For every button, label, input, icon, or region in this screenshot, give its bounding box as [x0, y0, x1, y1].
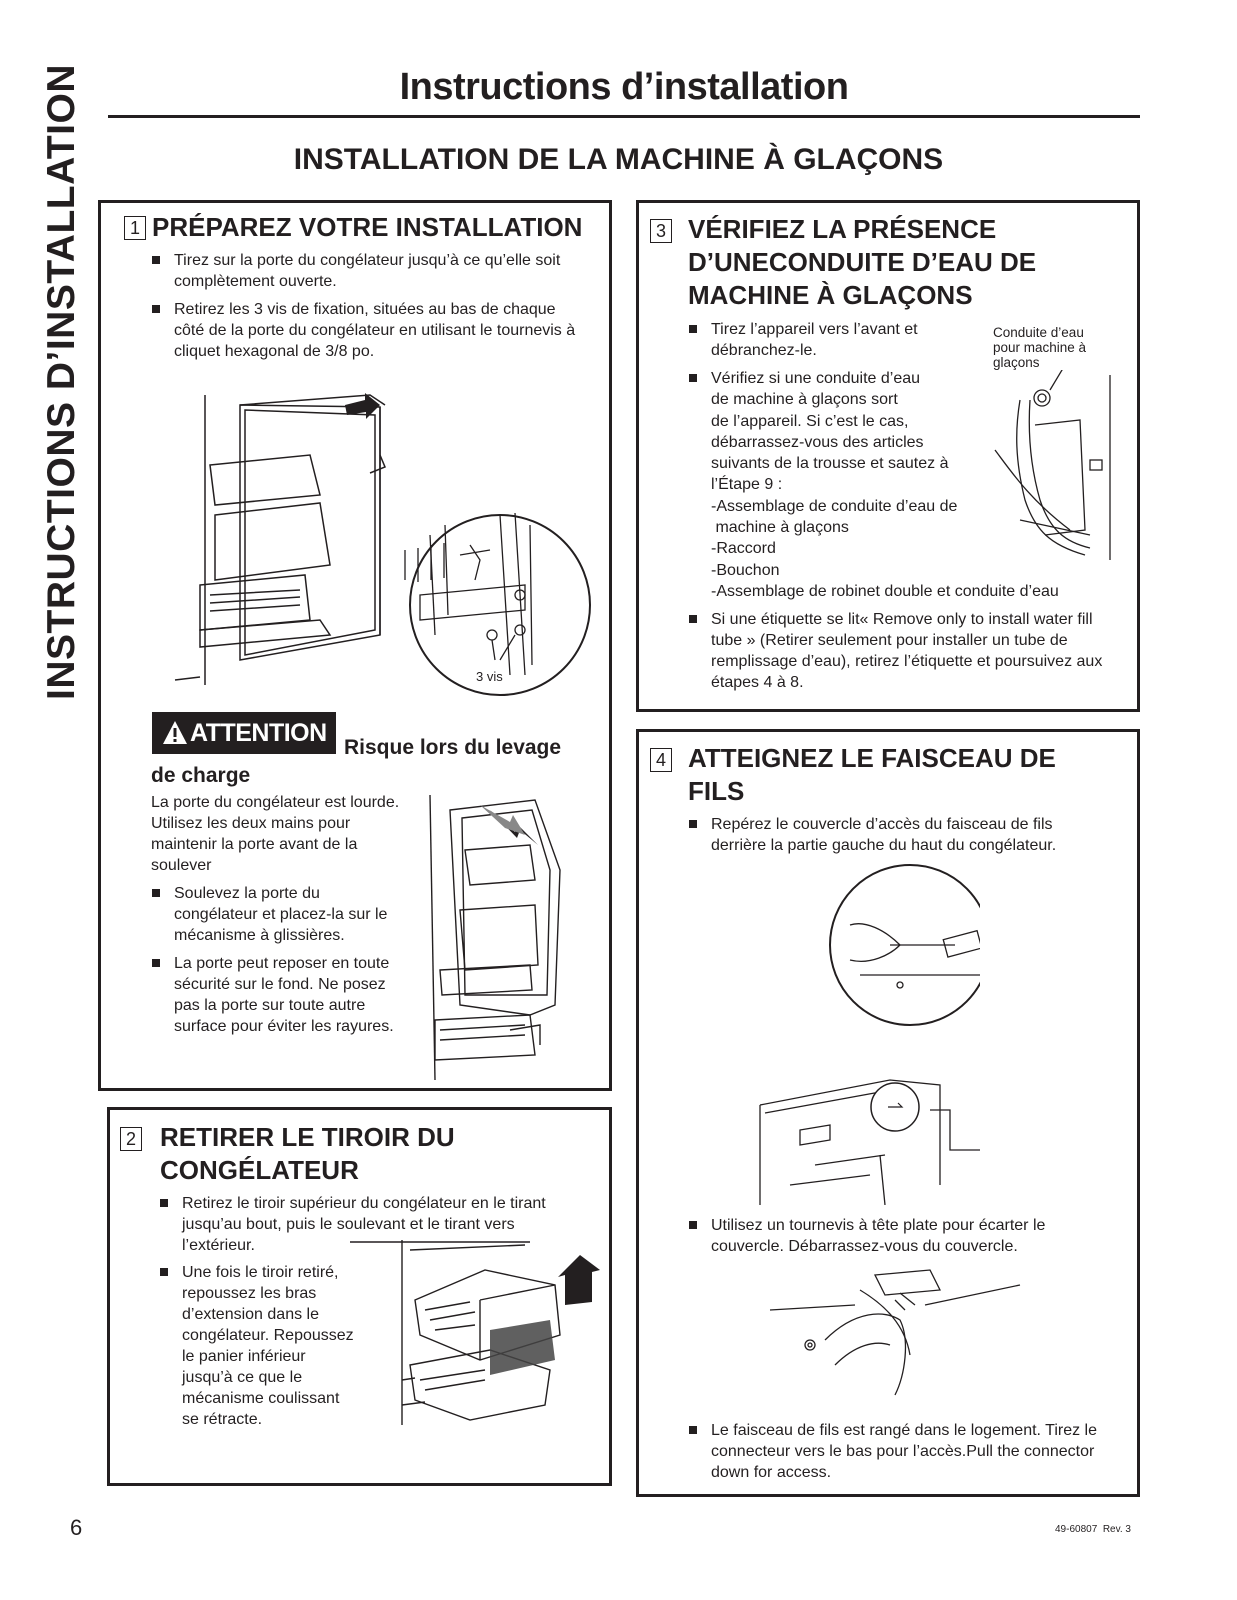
list-line: l’Étape 9 :: [711, 476, 783, 494]
step4-title: [688, 742, 1128, 808]
list-item: La porte peut reposer en toute sécurité sur le fond. Ne posez pas la porte sur toute autre surface pour éviter les rayures.: [150, 953, 405, 1037]
step2-title: [160, 1121, 600, 1187]
list-line: machine à glaçons: [711, 519, 849, 537]
list-item: Tirez l’appareil vers l’avant et débranchez-le.: [687, 319, 957, 361]
step3-title-line3: MACHINE À GLAÇONS: [688, 280, 973, 310]
water-line-illustration: [990, 370, 1130, 570]
step1-title-text: PRÉPAREZ VOTRE INSTALLATION: [152, 212, 583, 242]
list-line: de l’appareil. Si c’est le cas,: [711, 412, 909, 430]
step2-number: 2: [120, 1127, 142, 1151]
step3-bullet1: [687, 319, 957, 368]
list-line: de machine à glaçons sort: [711, 391, 898, 409]
header-rule: [108, 115, 1140, 118]
step3-title-line2: D’UNECONDUITE D’EAU DE: [688, 247, 1037, 277]
step1-title: [124, 211, 604, 244]
step1-door-illustration: [170, 385, 600, 700]
list-item: Le faisceau de fils est rangé dans le logement. Tirez le connecteur vers le bas pour l’accès.Pull the connector down for access.: [687, 1420, 1107, 1483]
step1-figure-label: 3 vis: [476, 669, 503, 684]
list-item: Soulevez la porte du congélateur et placez-la sur le mécanisme à glissières.: [150, 883, 405, 946]
list-line: -Assemblage de conduite d’eau de: [711, 497, 958, 515]
attention-title-line1: Risque lors du levage: [344, 736, 562, 759]
cover-removal-illustration: [765, 1265, 1025, 1415]
step4-bullet3: [687, 1420, 1107, 1490]
step4-bullet2: [687, 1215, 1107, 1264]
step2-title-line1: RETIRER LE TIROIR DU: [160, 1122, 455, 1152]
step3-bullet3: [687, 609, 1117, 700]
attention-bullets: [150, 883, 405, 1044]
page-number: 6: [70, 1515, 83, 1540]
list-line: débarrassez-vous des articles: [711, 433, 924, 451]
step4-title-line1: ATTEIGNEZ LE FAISCEAU DE: [688, 743, 1056, 773]
step3-number: 3: [650, 219, 672, 243]
step4-number: 4: [650, 748, 672, 772]
doc-number: 49-60807 Rev. 3: [1055, 1524, 1131, 1535]
list-line: -Assemblage de robinet double et conduite d’eau: [711, 582, 1059, 600]
list-item: Si une étiquette se lit« Remove only to install water fill tube » (Retirer seulement pour installer un tube de remplissage d’eau), retirez l’étiquette et poursuivez aux étapes 4 à 8.: [687, 609, 1117, 693]
attention-title-line2: de charge: [151, 764, 251, 787]
warning-icon: [162, 720, 188, 746]
section-title: INSTALLATION DE LA MACHINE À GLAÇONS: [293, 143, 944, 176]
side-title: INSTRUCTIONS D’INSTALLATION: [40, 63, 83, 700]
list-item: Repérez le couvercle d’accès du faisceau de fils derrière la partie gauche du haut du congélateur.: [687, 814, 1107, 856]
list-item: Une fois le tiroir retiré, repoussez les bras d’extension dans le congélateur. Repoussez le panier inférieur jusqu’à ce que le mécanisme coulissant se rétracte.: [158, 1262, 358, 1430]
attention-text: La porte du congélateur est lourde. Utilisez les deux mains pour maintenir la porte avant de la soulever: [151, 794, 400, 874]
list-item: Utilisez un tournevis à tête plate pour écarter le couvercle. Débarrassez-vous du couvercle.: [687, 1215, 1107, 1257]
attention-label: ATTENTION: [190, 719, 327, 747]
list-line: suivants de la trousse et sautez à: [711, 455, 949, 473]
step3-figure-label: Conduite d’eau pour machine à glaçons: [993, 325, 1087, 370]
step4-title-line2: FILS: [688, 776, 745, 806]
drawer-illustration: [340, 1230, 605, 1430]
list-line: -Raccord: [711, 540, 776, 558]
list-line: -Bouchon: [711, 561, 780, 579]
step2-bullets-2: [158, 1262, 358, 1437]
page-title: Instructions d’installation: [399, 66, 849, 108]
attention-badge: [152, 712, 336, 754]
step1-number: 1: [124, 216, 146, 240]
step1-bullets: [150, 250, 585, 369]
step3-title: [688, 213, 1128, 312]
step2-title-line2: CONGÉLATEUR: [160, 1155, 359, 1185]
step3-title-line1: VÉRIFIEZ LA PRÉSENCE: [688, 214, 997, 244]
lift-door-illustration: [420, 790, 595, 1085]
list-item: Retirez les 3 vis de fixation, situées au bas de chaque côté de la porte du congélateur en utilisant le tournevis à cliquet hexagonal de 3/8 po.: [150, 299, 585, 362]
list-item: Retirez le tiroir supérieur du congélateur en le tirant jusqu’au bout, puis le soulevant et le tirant vers l’extérieur.: [158, 1193, 578, 1256]
list-line: Vérifiez si une conduite d’eau: [711, 370, 921, 387]
bullet-marker: [689, 374, 697, 382]
screwdriver-illustration: [750, 855, 980, 1205]
list-item: Tirez sur la porte du congélateur jusqu’à ce qu’elle soit complètement ouverte.: [150, 250, 585, 292]
